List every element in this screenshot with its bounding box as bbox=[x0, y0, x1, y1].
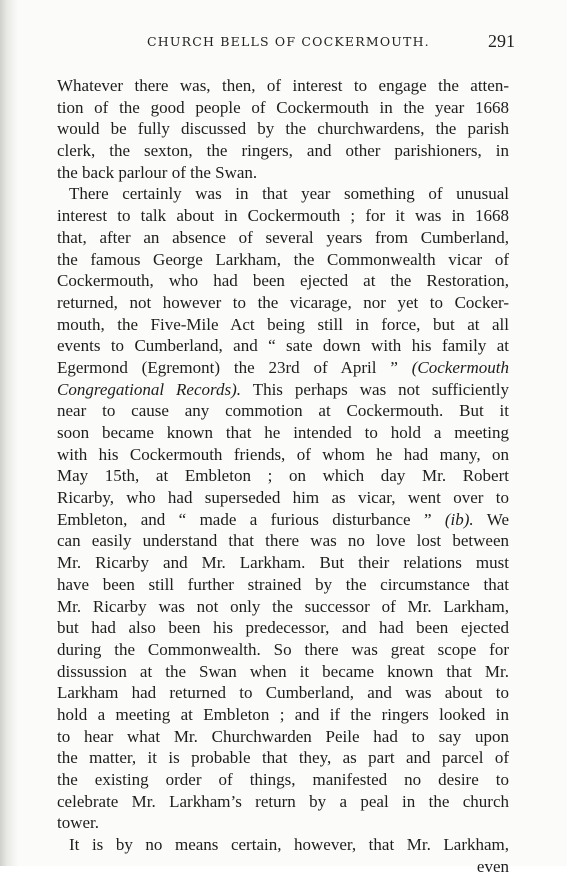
text-line: celebrate Mr. Larkham’s return by a peal in the church bbox=[57, 791, 509, 811]
text-line: the matter, it is probable that they, as part and parcel of bbox=[57, 748, 509, 768]
text-line: It is by no means certain, however, that Mr. Larkham, bbox=[69, 835, 509, 855]
text-line: to hear what Mr. Churchwarden Peile had to say upon bbox=[57, 726, 509, 746]
text-line: mouth, the Five-Mile Act being still in force, but at all bbox=[57, 314, 509, 334]
citation-italic: (ib). bbox=[444, 509, 474, 529]
catchword: even bbox=[476, 856, 509, 876]
text-line: the famous George Larkham, the Commonwealth vicar of bbox=[57, 249, 509, 269]
text-line: have been still further strained by the circumstance that bbox=[57, 574, 509, 594]
text-line: Ricarby, who had superseded him as vicar, went over to bbox=[57, 488, 509, 508]
text-line: soon became known that he intended to hold a meeting bbox=[57, 423, 509, 442]
text-line: would be fully discussed by the churchwardens, the parish bbox=[57, 119, 509, 139]
text-line: Whatever there was, then, of interest to engage the atten- bbox=[57, 76, 509, 95]
text-line: Cockermouth, who had been ejected at the Restoration, bbox=[57, 271, 509, 291]
text-line: returned, not however to the vicarage, nor yet to Cocker- bbox=[57, 292, 509, 312]
citation-italic: Congregational Records). bbox=[57, 379, 242, 399]
text-line: Mr. Ricarby and Mr. Larkham. But their relations must bbox=[57, 553, 509, 573]
text-line: with his Cockermouth friends, of whom he had many, on bbox=[57, 444, 509, 464]
text-line: tion of the good people of Cockermouth in the year 1668 bbox=[57, 97, 509, 117]
text-line: but had also been his predecessor, and had been ejected bbox=[57, 618, 509, 638]
text-line: Embleton, and “ made a furious disturbance ” (ib). We bbox=[57, 509, 509, 529]
text-line: during the Commonwealth. So there was great scope for bbox=[57, 639, 509, 659]
text-line: Congregational Records). This perhaps was not sufficiently bbox=[57, 379, 509, 399]
text-line: near to cause any commotion at Cockermouth. But it bbox=[57, 401, 509, 421]
text-line: tower. bbox=[57, 813, 100, 833]
text-line: the existing order of things, manifested no desire to bbox=[57, 770, 509, 789]
text-line: the back parlour of the Swan. bbox=[57, 162, 258, 182]
running-head bbox=[57, 31, 517, 56]
text-line: can easily understand that there was no love lost between bbox=[57, 531, 509, 551]
text-line: that, after an absence of several years from Cumberland, bbox=[57, 227, 509, 247]
text-line: clerk, the sexton, the ringers, and other parishioners, in bbox=[57, 141, 509, 161]
text-line: There certainly was in that year something of unusual bbox=[69, 184, 509, 204]
text-line: hold a meeting at Embleton ; and if the ringers looked in bbox=[57, 704, 509, 724]
page-gutter-shadow bbox=[0, 0, 18, 866]
text-line: Egermond (Egremont) the 23rd of April ” (Cockermouth bbox=[57, 357, 509, 377]
running-title: CHURCH BELLS OF COCKERMOUTH. bbox=[147, 34, 430, 49]
text-line: Mr. Ricarby was not only the successor of Mr. Larkham, bbox=[57, 596, 509, 616]
citation-italic: (Cockermouth bbox=[411, 357, 509, 377]
page-number: 291 bbox=[488, 31, 515, 51]
text-line: May 15th, at Embleton ; on which day Mr. Robert bbox=[57, 466, 509, 486]
text-line: events to Cumberland, and “ sate down with his family at bbox=[57, 336, 509, 356]
text-line: Larkham had returned to Cumberland, and was about to bbox=[57, 683, 509, 703]
text-line: interest to talk about in Cockermouth ; for it was in 1668 bbox=[57, 206, 509, 226]
body-text bbox=[57, 75, 509, 877]
text-line: dissussion at the Swan when it became known that Mr. bbox=[57, 661, 509, 681]
